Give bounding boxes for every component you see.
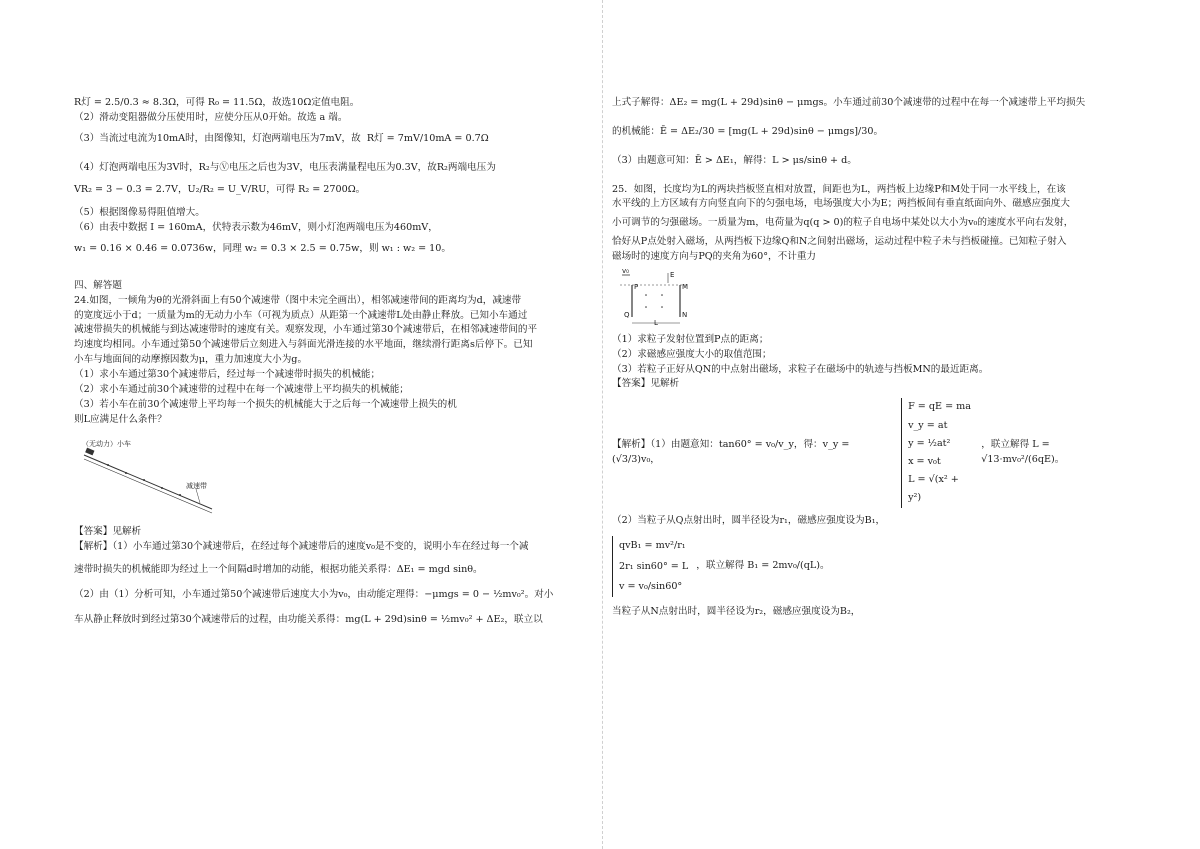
incline-diagram: [78, 437, 218, 519]
P-label: P: [634, 282, 639, 291]
field-figure: [618, 266, 698, 329]
text-line: R灯 = 2.5/0.3 ≈ 8.3Ω，可得 R₀ = 11.5Ω，故选10Ω定值电阻。: [74, 97, 360, 108]
E-label: E: [670, 270, 675, 279]
analysis-line: （2）由（1）分析可知，小车通过第50个减速带后速度大小为v₀，由动能定理得：−μmgs = 0 − ½mv₀²。对小: [74, 589, 554, 601]
system-2-brace: [612, 536, 688, 596]
question-25-line: 小可调节的匀强磁场。一质量为m，电荷量为q(q > 0)的粒子自电场中某处以大小为v₀的速度水平向右发射，: [612, 217, 1074, 229]
analysis-line: （2）当粒子从Q点射出时，圆半径设为r₁，磁感应强度设为B₁，: [612, 514, 886, 526]
question-24-line: 均速度均相同。小车通过第50个减速带后立刻进入与斜面光滑连接的水平地面，继续滑行距离s后停下。已知: [74, 339, 533, 351]
M-label: M: [682, 282, 689, 291]
system-equation: F = qE = ma: [908, 401, 971, 413]
right-column: [612, 92, 1132, 620]
text-line: （3）由题意可知：Ē > ΔE₁，解得：L > μs/sinθ + d。: [612, 154, 857, 166]
N-label: N: [682, 310, 688, 319]
text-line: VR₂ = 3 − 0.3 = 2.7V，U₂/R₂ = U_V/RU，可得 R₂ = 2700Ω。: [74, 184, 366, 196]
car-label: （无动力）小车: [82, 440, 131, 449]
text-line: （4）灯泡两端电压为3V时，R₂与Ⓥ电压之后也为3V，电压表满量程电压为0.3V，故R₂两端电压为: [74, 161, 496, 173]
analysis-line: 【解析】（1）小车通过第30个减速带后，在经过每个减速带后的速度v₀是不变的，说明小车在经过每一个减: [74, 541, 529, 553]
answer-label: 【答案】见解析: [612, 378, 680, 390]
Q-label: Q: [624, 310, 630, 319]
text-line: 的机械能：Ē = ΔE₂/30 = [mg(L + 29d)sinθ − μmgs]/30。: [612, 125, 884, 137]
text-line: （2）滑动变阻器做分压使用时，应使分压从0开始。故选 a 端。: [74, 111, 348, 123]
section-title: 四、解答题: [74, 279, 122, 291]
analysis-line: ，联立解得 B₁ = 2mv₀/(qL)。: [696, 560, 830, 572]
text-line: （3）当流过电流为10mA时，由图像知，灯泡两端电压为7mV，故 R灯 = 7mV/10mA = 0.7Ω: [74, 132, 489, 144]
text-line: （5）根据图像易得阻值增大。: [74, 207, 205, 219]
page-divider: [602, 0, 603, 849]
text-line: 上式子解得：ΔE₂ = mg(L + 29d)sinθ − μmgs。小车通过前30个减速带的过程中在每一个减速带上平均损失: [612, 97, 1086, 108]
text-line: w₁ = 0.16 × 0.46 = 0.0736w，同理 w₂ = 0.3 × 2.5 = 0.75w，则 w₁ : w₂ = 10。: [74, 243, 451, 255]
question-24-line: （3）若小车在前30个减速带上平均每一个损失的机械能大于之后每一个减速带上损失的机: [74, 398, 457, 410]
question-24-line: （1）求小车通过第30个减速带后，经过每一个减速带时损失的机械能；: [74, 369, 381, 381]
equation-system-1: [612, 398, 1132, 507]
belt-label: 减速带: [186, 482, 207, 491]
question-24-line: 24.如图，一倾角为θ的光滑斜面上有50个减速带（图中未完全画出），相邻减速带间的距离均为d，减速带: [74, 294, 522, 306]
question-25-line: 恰好从P点处射入磁场，从两挡板下边缘Q和N之间射出磁场，运动过程中粒子未与挡板碰撞。已知粒子射入: [612, 236, 1067, 248]
system-equation: v = v₀/sin60°: [619, 580, 683, 592]
v0-label: v₀: [622, 266, 629, 275]
system-equation: L = √(x² + y²): [908, 474, 962, 504]
equation-system-2: [612, 536, 1132, 596]
question-24-line: 减速带损失的机械能与到达减速带时的速度有关。观察发现，小车通过第30个减速带后，在相邻减速带间的平: [74, 324, 538, 336]
question-25-part: （3）若粒子正好从QN的中点射出磁场，求粒子在磁场中的轨迹与挡板MN的最近距离。: [612, 363, 989, 375]
field-diagram: [618, 271, 698, 329]
answer-label: 【答案】见解析: [74, 526, 142, 538]
analysis-line: 车从静止释放时到经过第30个减速带后的过程，由功能关系得：mg(L + 29d)sinθ = ½mv₀² + ΔE₂，联立以: [74, 613, 543, 625]
L-label: L: [654, 318, 658, 327]
system-equation: 2r₁ sin60° = L: [619, 560, 689, 572]
incline-figure: [78, 437, 218, 519]
question-25-line: 水平线的上方区域有方向竖直向下的匀强电场，电场强度大小为E；两挡板间有垂直纸面向外、磁感应强度大: [612, 198, 1070, 210]
analysis-line: 当粒子从N点射出时，圆半径设为r₂，磁感应强度设为B₂，: [612, 605, 861, 617]
question-24-line: （2）求小车通过前30个减速带的过程中在每一个减速带上平均损失的机械能；: [74, 383, 409, 395]
system-equation: v_y = at: [908, 419, 948, 431]
system-equation: y = ½at²: [908, 437, 951, 449]
left-column: [74, 92, 590, 628]
question-24-line: 小车与地面间的动摩擦因数为μ，重力加速度大小为g。: [74, 354, 308, 366]
analysis-line: ，联立解得 L = √13·mv₀²/(6qE)。: [981, 439, 1065, 465]
question-25-line: 25．如图，长度均为L的两块挡板竖直相对放置，间距也为L，两挡板上边缘P和M处于同一水平线上，在该: [612, 183, 1066, 195]
analysis-line: 【解析】（1）由题意知：tan60° = v₀/v_y，得：v_y = (√3/3)v₀，: [612, 439, 853, 465]
question-25-line: 磁场时的速度方向与PQ的夹角为60°，不计重力: [612, 251, 817, 263]
question-25-part: （2）求磁感应强度大小的取值范围；: [612, 348, 772, 360]
question-24-line: 的宽度远小于d；一质量为m的无动力小车（可视为质点）从距第一个减速带L处由静止释放。已知小车通过: [74, 309, 528, 321]
question-25-part: （1）求粒子发射位置到P点的距离；: [612, 333, 769, 345]
system-1-brace: [901, 398, 973, 507]
text-line: （6）由表中数据 I = 160mA，伏特表示数为46mV，则小灯泡两端电压为460mV，: [74, 222, 438, 234]
system-equation: qvB₁ = mv²/r₁: [619, 540, 686, 552]
system-equation: x = v₀t: [908, 455, 941, 467]
question-24-line: 则L应满足什么条件？: [74, 413, 167, 425]
analysis-line: 速带时损失的机械能即为经过上一个间隔d时增加的动能，根据功能关系得：ΔE₁ = mgd sinθ。: [74, 564, 483, 576]
